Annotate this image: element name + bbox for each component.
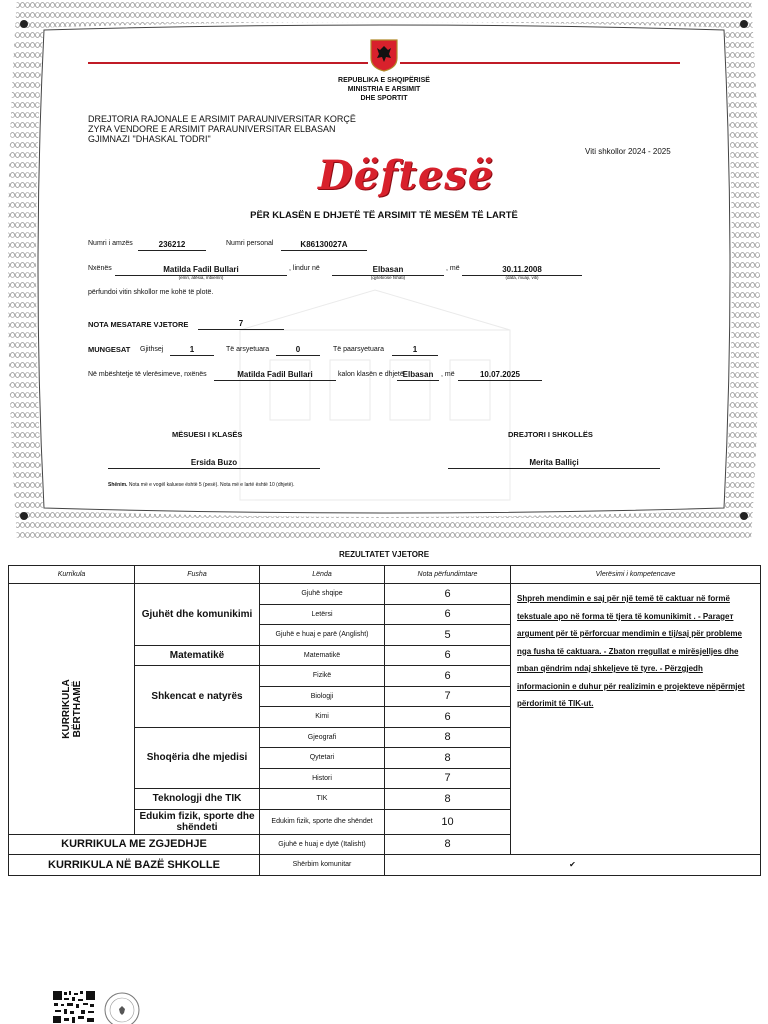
subject-name: Histori	[260, 768, 385, 789]
results-table	[8, 565, 761, 876]
on-label: , më	[446, 265, 460, 272]
competences-text: Shpreh mendimin e saj për një temë të caktuar në formë tekstuale apo në forma të tjera të komunikimit . - Parageт argument për të përforcuar mendimin e tij/saj për probleme nga fusha të caktuara. - Zbaton rregullat e mirësjelljes dhe mban qëndrim ndaj shkeljeve të tyre. - Përzgjedh informacionin e duhur për realizimin e projekteve nëpërmjet përdorimit të TIK-ut.	[511, 584, 761, 855]
note	[108, 482, 295, 488]
subject-grade: 10	[385, 809, 511, 834]
subject-grade: 8	[385, 748, 511, 769]
republic-name: REPUBLIKA E SHQIPËRISË	[338, 77, 430, 84]
header-rule-left	[88, 62, 368, 64]
subject-name: Letërsi	[260, 604, 385, 625]
birthdate-value: 30.11.2008	[462, 265, 582, 276]
note-label: Shënim.	[108, 482, 128, 488]
subject-grade: 6	[385, 707, 511, 728]
header-subject: Lënda	[260, 566, 385, 584]
directorate-name: DREJTORIA RAJONALE E ARSIMIT PARAUNIVERSITAR KORÇË	[88, 114, 356, 124]
header-rule-right	[400, 62, 680, 64]
average-grade-label: NOTA MESATARE VJETORE	[88, 320, 189, 329]
subject-grade: 8	[385, 727, 511, 748]
elective-curriculum-label: KURRIKULA ME ZGJEDHJE	[9, 834, 260, 855]
field-math: Matematikë	[135, 645, 260, 666]
born-label: , lindur në	[289, 265, 320, 272]
field-technology: Teknologji dhe TIK	[135, 789, 260, 810]
birthdate-caption: (data, muaji, viti)	[505, 275, 539, 280]
passes-label: kalon klasën e dhjetë	[338, 371, 404, 378]
subject-name: Shërbim komunitar	[260, 855, 385, 876]
subject-name: Edukim fizik, sporte dhe shëndet	[260, 809, 385, 834]
director-label: DREJTORI I SHKOLLËS	[508, 430, 593, 439]
teacher-label: MËSUESI I KLASËS	[172, 430, 243, 439]
director-name: Merita Balliçi	[448, 458, 660, 469]
ministry-name: MINISTRIA E ARSIMIT	[347, 86, 421, 93]
header-field: Fusha	[135, 566, 260, 584]
issuer-block	[88, 114, 356, 144]
subject-name: Gjuhë shqipe	[260, 584, 385, 605]
basis-student-name: Matilda Fadil Bullari	[214, 370, 336, 381]
absences-excused-label: Të arsyetuara	[226, 346, 270, 353]
subject-name: Biologji	[260, 686, 385, 707]
ministry-name-2: DHE SPORTIT	[360, 95, 408, 102]
subject-grade: 5	[385, 625, 511, 646]
field-society: Shoqëria dhe mjedisi	[135, 727, 260, 789]
subject-name: Kimi	[260, 707, 385, 728]
header-curriculum: Kurrikula	[9, 566, 135, 584]
header-competences: Vlerësimi i kompetencave	[511, 566, 761, 584]
field-physical-education: Edukim fizik, sporte dhe shëndeti	[135, 809, 260, 834]
issue-date-value: 10.07.2025	[458, 370, 542, 381]
subject-name: Fizikë	[260, 666, 385, 687]
office-name: ZYRA VENDORE E ARSIMIT PARAUNIVERSITAR ELBASAN	[88, 124, 336, 134]
absences-total-value: 1	[170, 345, 214, 356]
subject-grade: 7	[385, 768, 511, 789]
completion-text: përfundoi vitin shkollor me kohë të plotë.	[88, 289, 214, 296]
table-row	[9, 855, 761, 876]
school-year: Viti shkollor 2024 - 2025	[585, 147, 671, 156]
teacher-name: Ersida Buzo	[108, 458, 320, 469]
absences-unexcused-label: Të paarsyetuara	[333, 346, 384, 353]
subject-grade: 6	[385, 604, 511, 625]
field-languages: Gjuhët dhe komunikimi	[135, 584, 260, 646]
name-caption: (emri, atësia, mbiemri)	[178, 275, 224, 280]
personal-number-value: K86130027A	[281, 240, 367, 251]
issue-place-value: Elbasan	[397, 370, 439, 381]
check-icon: ✔	[385, 855, 761, 876]
table-header-row	[9, 566, 761, 584]
subject-name: Gjeografi	[260, 727, 385, 748]
header-grade: Nota përfundimtare	[385, 566, 511, 584]
birthplace-caption: (qyteti/ose fshati)	[370, 275, 406, 280]
absences-total-label: Gjithsej	[140, 346, 164, 353]
personal-number-label: Numri personal	[226, 240, 274, 247]
basis-label: Në mbështetje të vlerësimeve, nxënës	[88, 371, 207, 378]
subject-name: Gjuhë e huaj e parë (Anglisht)	[260, 625, 385, 646]
birthplace-value: Elbasan	[332, 265, 444, 276]
ministry-header	[304, 76, 464, 103]
core-curriculum-cell	[9, 584, 135, 835]
register-number-value: 236212	[138, 240, 206, 251]
absences-unexcused-value: 1	[392, 345, 438, 356]
absences-excused-value: 0	[276, 345, 320, 356]
subject-grade: 8	[385, 789, 511, 810]
document-subtitle: PËR KLASËN E DHJETË TË ARSIMIT TË MESËM TË LARTË	[250, 210, 518, 221]
average-grade-value: 7	[198, 319, 284, 330]
school-name: GJIMNAZI "DHASKAL TODRI"	[88, 134, 211, 144]
subject-name: TIK	[260, 789, 385, 810]
register-number-label: Numri i amzës	[88, 240, 133, 247]
results-title: REZULTATET VJETORE	[338, 550, 430, 559]
student-name: Matilda Fadil Bullari	[115, 265, 287, 276]
subject-name: Gjuhë e huaj e dytë (Italisht)	[260, 834, 385, 855]
subject-grade: 7	[385, 686, 511, 707]
school-curriculum-label: KURRIKULA NË BAZË SHKOLLE	[9, 855, 260, 876]
student-label: Nxënës	[88, 265, 112, 272]
albania-emblem-icon	[369, 38, 399, 72]
seal-stamp-icon	[102, 990, 142, 1024]
subject-name: Qytetari	[260, 748, 385, 769]
core-curriculum-label: KURRIKULA BËRTHAMË	[60, 679, 83, 739]
issue-on-label: , më	[441, 371, 455, 378]
note-text: Nota më e vogël kaluese është 5 (pesë). Nota më e lartë është 10 (dhjetë).	[128, 482, 295, 488]
field-sciences: Shkencat e natyrës	[135, 666, 260, 728]
subject-grade: 8	[385, 834, 511, 855]
subject-grade: 6	[385, 666, 511, 687]
absences-label: MUNGESAT	[88, 345, 131, 354]
subject-grade: 6	[385, 584, 511, 605]
qr-code-icon	[52, 990, 96, 1024]
document-title: Dëftesë	[318, 152, 495, 199]
subject-name: Matematikë	[260, 645, 385, 666]
table-row	[9, 584, 761, 605]
subject-grade: 6	[385, 645, 511, 666]
